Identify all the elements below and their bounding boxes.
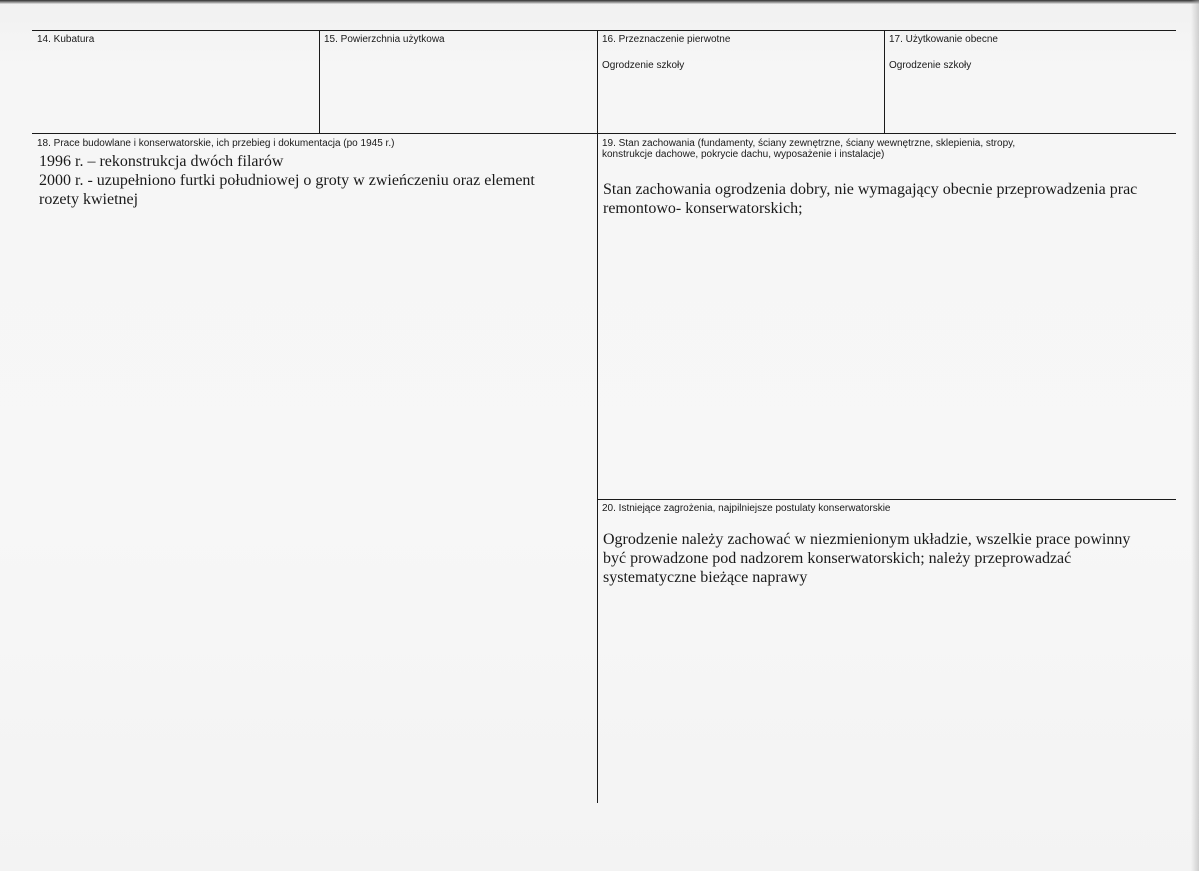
col-divider-14-15 bbox=[319, 30, 320, 134]
field-19-label bbox=[602, 138, 1015, 160]
field-19-label-line: 19. Stan zachowania (fundamenty, ściany zewnętrzne, ściany wewnętrzne, sklepienia, stropy, bbox=[602, 138, 1016, 149]
field-16-label: 16. Przeznaczenie pierwotne bbox=[602, 34, 731, 45]
field-18-label: 18. Prace budowlane i konserwatorskie, ich przebieg i dokumentacja (po 1945 r.) bbox=[37, 138, 395, 149]
field-17-value: Ogrodzenie szkoły bbox=[889, 60, 972, 71]
field-17-label: 17. Użytkowanie obecne bbox=[889, 34, 998, 45]
field-20-label: 20. Istniejące zagrożenia, najpilniejsze postulaty konserwatorskie bbox=[602, 503, 891, 514]
col-divider-16-17 bbox=[884, 30, 885, 134]
field-19-line: remontowo- konserwatorskich; bbox=[603, 200, 803, 217]
field-20-line: być prowadzone pod nadzorem konserwatorskich; należy przeprowadzać bbox=[603, 550, 1072, 567]
field-15-label: 15. Powierzchnia użytkowa bbox=[324, 34, 445, 45]
field-18-line: 1996 r. – rekonstrukcja dwóch filarów bbox=[39, 153, 284, 170]
field-14-label: 14. Kubatura bbox=[37, 34, 95, 45]
field-18-content bbox=[39, 152, 535, 209]
scan-top-edge bbox=[0, 0, 1199, 4]
field-18-line: 2000 r. - uzupełniono furtki południowej o groty w zwieńczeniu oraz element bbox=[39, 172, 535, 189]
table-top-border bbox=[32, 30, 1176, 31]
col-divider-main bbox=[597, 30, 598, 803]
field-19-line: Stan zachowania ogrodzenia dobry, nie wymagający obecnie przeprowadzenia prac bbox=[603, 181, 1138, 198]
field-20-content bbox=[603, 530, 1130, 587]
field-18-line: rozety kwietnej bbox=[39, 191, 139, 208]
field-19-content bbox=[603, 180, 1137, 218]
row-divider-19-20 bbox=[597, 499, 1176, 500]
field-16-value: Ogrodzenie szkoły bbox=[602, 60, 685, 71]
field-20-line: Ogrodzenie należy zachować w niezmienionym układzie, wszelkie prace powinny bbox=[603, 531, 1131, 548]
field-20-line: systematyczne bieżące naprawy bbox=[603, 569, 808, 586]
scan-right-edge bbox=[1191, 0, 1199, 871]
row-divider-1 bbox=[32, 133, 1176, 134]
field-19-label-line: konstrukcje dachowe, pokrycie dachu, wyposażenie i instalacje) bbox=[602, 149, 885, 160]
